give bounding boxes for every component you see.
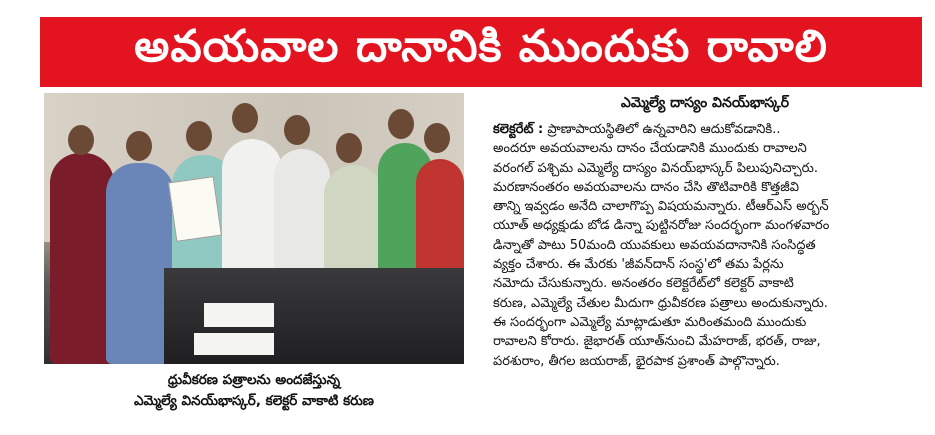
article-line: వరంగల్ పశ్చిమ ఎమ్మెల్యే దాస్యం వినయ్‌భాస్కర్ పిలుపునిచ్చారు. <box>493 160 819 176</box>
article-line: నమోదు చేసుకున్నారు. అనంతరం కలెక్టరేట్‌లో కలెక్టర్ వాకాటి <box>493 276 794 292</box>
caption-line: ధ్రువీకరణ పత్రాలను అందజేస్తున్న <box>167 372 341 388</box>
photo-person-head <box>284 115 310 145</box>
article-line: రావాలని కోరారు. జైభారత్ యూత్‌నుంచి మేహరాజ్, భరత్, రాజు, <box>493 334 821 350</box>
photo-person-head <box>232 103 258 133</box>
certificate <box>168 176 222 242</box>
article-line: యూత్ అధ్యక్షుడు బోడ డిన్నా పుట్టినరోజు సందర్భంగా మంగళవారం <box>493 218 830 234</box>
photo-person-head <box>336 133 362 163</box>
article-line: డిన్నాతో పాటు 50మంది యువకులు అవయవదానానికి సంసిద్ధత <box>493 237 816 253</box>
article-line: వ్యక్తం చేశారు. ఈ మేరకు 'జీవన్‌దాన్ సంస్థ'లో తమ పేర్లను <box>493 257 784 273</box>
article-line: కరుణ, ఎమ్మెల్యే చేతుల మీదుగా ధ్రువీకరణ పత్రాలు అందుకున్నారు. <box>493 295 828 311</box>
article-line <box>493 120 925 139</box>
photo-person-head <box>424 123 450 153</box>
byline: ఎమ్మెల్యే దాస్యం వినయ్‌భాస్కర్ <box>620 95 790 111</box>
headline: అవయవాల దానానికి ముందుకు రావాలి <box>134 21 828 72</box>
caption-line: ఎమ్మెల్యే వినయ్‌భాస్కర్, కలెక్టర్ వాకాటి కరుణ <box>134 393 374 409</box>
article-line: పరశురాం, తీగల జయరాజ్, భైరపాక ప్రశాంత్ పాల్గొన్నారు. <box>493 353 780 369</box>
headline-banner <box>40 17 922 87</box>
photo-person-head <box>68 125 94 155</box>
article-line: తాన్ని ఇవ్వడం అనేది చాలాగొప్ప విషయమన్నారు. టీఆర్ఎస్ అర్బన్ <box>493 199 829 215</box>
news-photo <box>44 93 464 364</box>
article-line-text: ప్రాణాపాయస్థితిలో ఉన్నవారిని ఆదుకోవడానికి.. <box>547 122 781 137</box>
photo-person-head <box>126 131 152 161</box>
photo-person-head <box>186 121 212 151</box>
article-line: మరణానంతరం అవయవాలను దానం చేసి తొటివారికి కొత్తజీవి <box>493 179 799 195</box>
photo-caption <box>44 370 464 412</box>
article-body <box>493 120 925 371</box>
photo-person-head <box>388 109 414 139</box>
desk-paper <box>194 333 274 355</box>
article-line: ఈ సందర్భంగా ఎమ్మెల్యే మాట్లాడుతూ మరింతమంది ముందుకు <box>493 314 807 330</box>
photo-person <box>50 153 114 364</box>
article-line: అందరూ అవయవాలను దానం చేయడానికి ముందుకు రావాలని <box>493 141 807 157</box>
desk-paper <box>204 303 274 327</box>
dateline: కలెక్టరేట్ : <box>493 122 544 137</box>
